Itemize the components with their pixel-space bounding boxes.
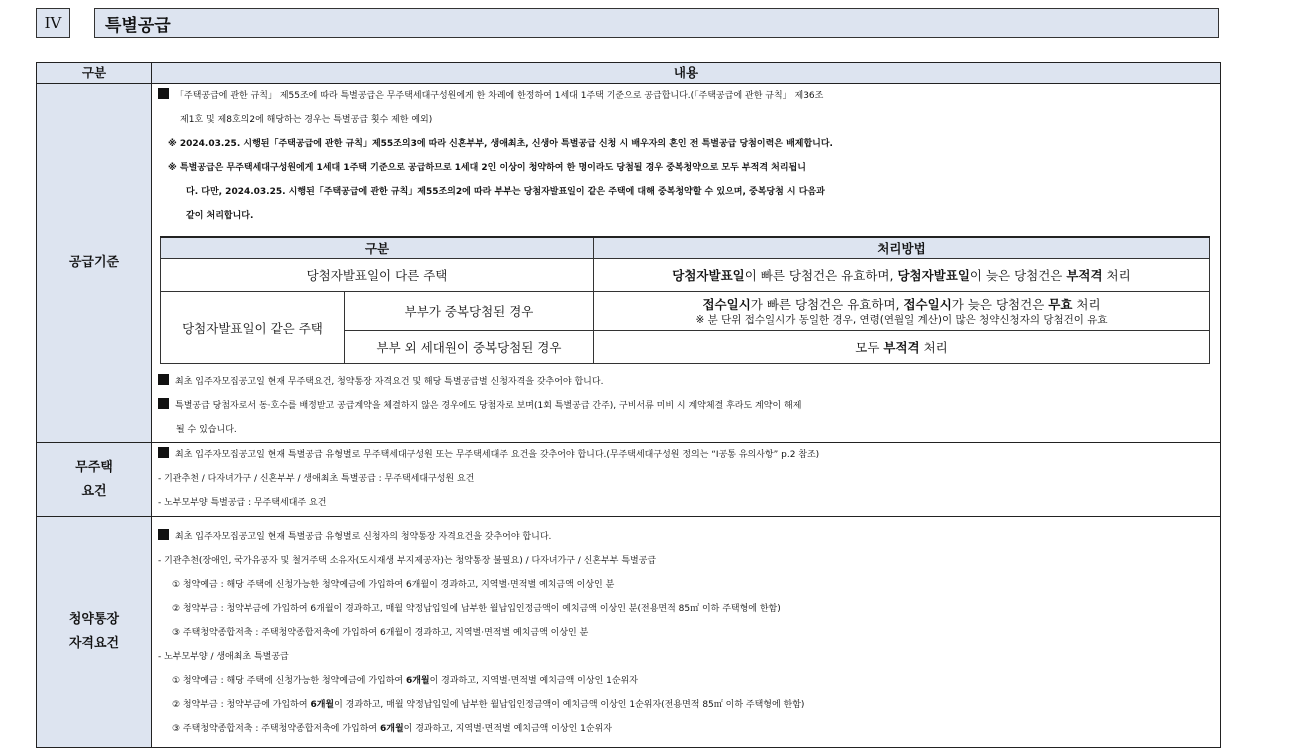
inner-cell: 접수일시가 빠른 당첨건은 유효하며, 접수일시가 늦은 당첨건은 무효 처리 ※ 분 단위 접수일시가 동일한 경우, 연령(연월일 계산)이 많은 청약신청자의 당첨건이 유효 <box>594 292 1210 331</box>
col-header-category: 구분 <box>37 63 152 84</box>
list-item: ① 청약예금 : 해당 주택에 신청가능한 청약예금에 가입하여 6개월이 경과하고, 지역별·면적별 예치금액 이상인 1순위자 <box>172 676 638 686</box>
inner-cell: 부부 외 세대원이 중복당첨된 경우 <box>345 331 594 364</box>
row-label-supply: 공급기준 <box>37 84 152 443</box>
table-row <box>161 259 1210 292</box>
inner-header-method: 처리방법 <box>594 237 1210 259</box>
bullet-square-icon <box>158 529 169 540</box>
list-item: - 기관추천(장애인, 국가유공자 및 철거주택 소유자(도시재생 부지제공자)는 청약통장 불필요) / 다자녀가구 / 신혼부부 특별공급 <box>158 556 657 566</box>
homeless-content <box>152 443 1221 517</box>
row-supply-criteria <box>37 84 1221 443</box>
list-item: ③ 주택청약종합저축 : 주택청약종합저축에 가입하여 6개월이 경과하고, 지역별·면적별 예치금액 이상인 분 <box>172 628 589 638</box>
special-supply-table <box>36 62 1221 748</box>
list-item: 특별공급 당첨자로서 동·호수를 배정받고 공급계약을 체결하지 않은 경우에도 당첨자로 보며(1회 특별공급 간주), 구비서류 미비 시 계약체결 후라도 계약이 해제 <box>152 394 1220 418</box>
list-item: ① 청약예금 : 해당 주택에 신청가능한 청약예금에 가입하여 6개월이 경과하고, 지역별·면적별 예치금액 이상인 분 <box>172 580 615 590</box>
note-spouse: ※ 2024.03.25. 시행된「주택공급에 관한 규칙」제55조의3에 따라 신혼부부, 생애최초, 신생아 특별공급 신청 시 배우자의 혼인 전 특별공급 당첨이력은 배제합니다. <box>168 139 833 149</box>
inner-header-category: 구분 <box>161 237 594 259</box>
bullet-square-icon <box>158 88 169 99</box>
list-item: - 기관추천 / 다자녀가구 / 신혼부부 / 생애최초 특별공급 : 무주택세대구성원 요건 <box>158 474 475 484</box>
list-item: - 노부모부양 특별공급 : 무주택세대주 요건 <box>158 498 327 508</box>
supply-content <box>152 84 1221 443</box>
list-item: 「주택공급에 관한 규칙」 제55조에 따라 특별공급은 무주택세대구성원에게 한 차례에 한정하여 1세대 1주택 기준으로 공급합니다.(「주택공급에 관한 규칙」 제36조 <box>152 84 1220 108</box>
note-duplicate-cont2: 같이 처리합니다. <box>186 211 254 221</box>
row-label-account: 청약통장 자격요건 <box>37 517 152 748</box>
bullet-square-icon <box>158 374 169 385</box>
inner-cell: 부부가 중복당첨된 경우 <box>345 292 594 331</box>
list-item-cont: 제1호 및 제8호의2에 해당하는 경우는 특별공급 횟수 제한 예외) <box>180 115 433 125</box>
list-item: ② 청약부금 : 청약부금에 가입하여 6개월이 경과하고, 매월 약정납입일에 납부한 월납입인정금액이 예치금액 이상인 분(전용면적 85㎡ 이하 주택형에 한함) <box>172 604 781 614</box>
inner-cell: 당첨자발표일이 다른 주택 <box>161 259 594 292</box>
inner-cell: 당첨자발표일이 같은 주택 <box>161 292 345 364</box>
list-item: 최초 입주자모집공고일 현재 특별공급 유형별로 신청자의 청약통장 자격요건을 갖추어야 합니다. <box>152 525 1220 549</box>
table-row <box>161 292 1210 331</box>
list-item: 최초 입주자모집공고일 현재 무주택요건, 청약통장 자격요건 및 해당 특별공급별 신청자격을 갖추어야 합니다. <box>152 370 1220 394</box>
section-number: IV <box>36 8 70 38</box>
bullet-square-icon <box>158 398 169 409</box>
list-item: - 노부모부양 / 생애최초 특별공급 <box>158 652 289 662</box>
list-item: ② 청약부금 : 청약부금에 가입하여 6개월이 경과하고, 매월 약정납입일에 납부한 월납입인정금액이 예치금액 이상인 1순위자(전용면적 85㎡ 이하 주택형에 한함) <box>172 700 805 710</box>
section-title: 특별공급 <box>94 8 1219 38</box>
inner-cell: 모두 부적격 처리 <box>594 331 1210 364</box>
row-homeless <box>37 443 1221 517</box>
inner-note: ※ 분 단위 접수일시가 동일한 경우, 연령(연월일 계산)이 많은 청약신청자의 당첨건이 유효 <box>695 314 1108 326</box>
list-item-cont: 될 수 있습니다. <box>176 425 237 435</box>
inner-cell: 당첨자발표일이 빠른 당첨건은 유효하며, 당첨자발표일이 늦은 당첨건은 부적격 처리 <box>594 259 1210 292</box>
row-label-homeless: 무주택 요건 <box>37 443 152 517</box>
list-item: ③ 주택청약종합저축 : 주택청약종합저축에 가입하여 6개월이 경과하고, 지역별·면적별 예치금액 이상인 1순위자 <box>172 724 612 734</box>
duplicate-win-table <box>160 236 1210 364</box>
list-item: 최초 입주자모집공고일 현재 특별공급 유형별로 무주택세대구성원 또는 무주택세대주 요건을 갖추어야 합니다.(무주택세대구성원 정의는 “Ⅰ공통 유의사항” p.2 참조) <box>152 443 1220 467</box>
bullet-square-icon <box>158 447 169 458</box>
note-duplicate-cont: 다. 다만, 2024.03.25. 시행된「주택공급에 관한 규칙」제55조의2에 따라 부부는 당첨자발표일이 같은 주택에 대해 중복청약할 수 있으며, 중복당첨 시 다음과 <box>186 187 825 197</box>
table-header-row <box>37 63 1221 84</box>
row-account <box>37 517 1221 748</box>
note-duplicate: ※ 특별공급은 무주택세대구성원에게 1세대 1주택 기준으로 공급하므로 1세대 2인 이상이 청약하여 한 명이라도 당첨될 경우 중복청약으로 모두 부적격 처리됩니 <box>168 163 806 173</box>
account-content <box>152 517 1221 748</box>
col-header-content: 내용 <box>152 63 1221 84</box>
